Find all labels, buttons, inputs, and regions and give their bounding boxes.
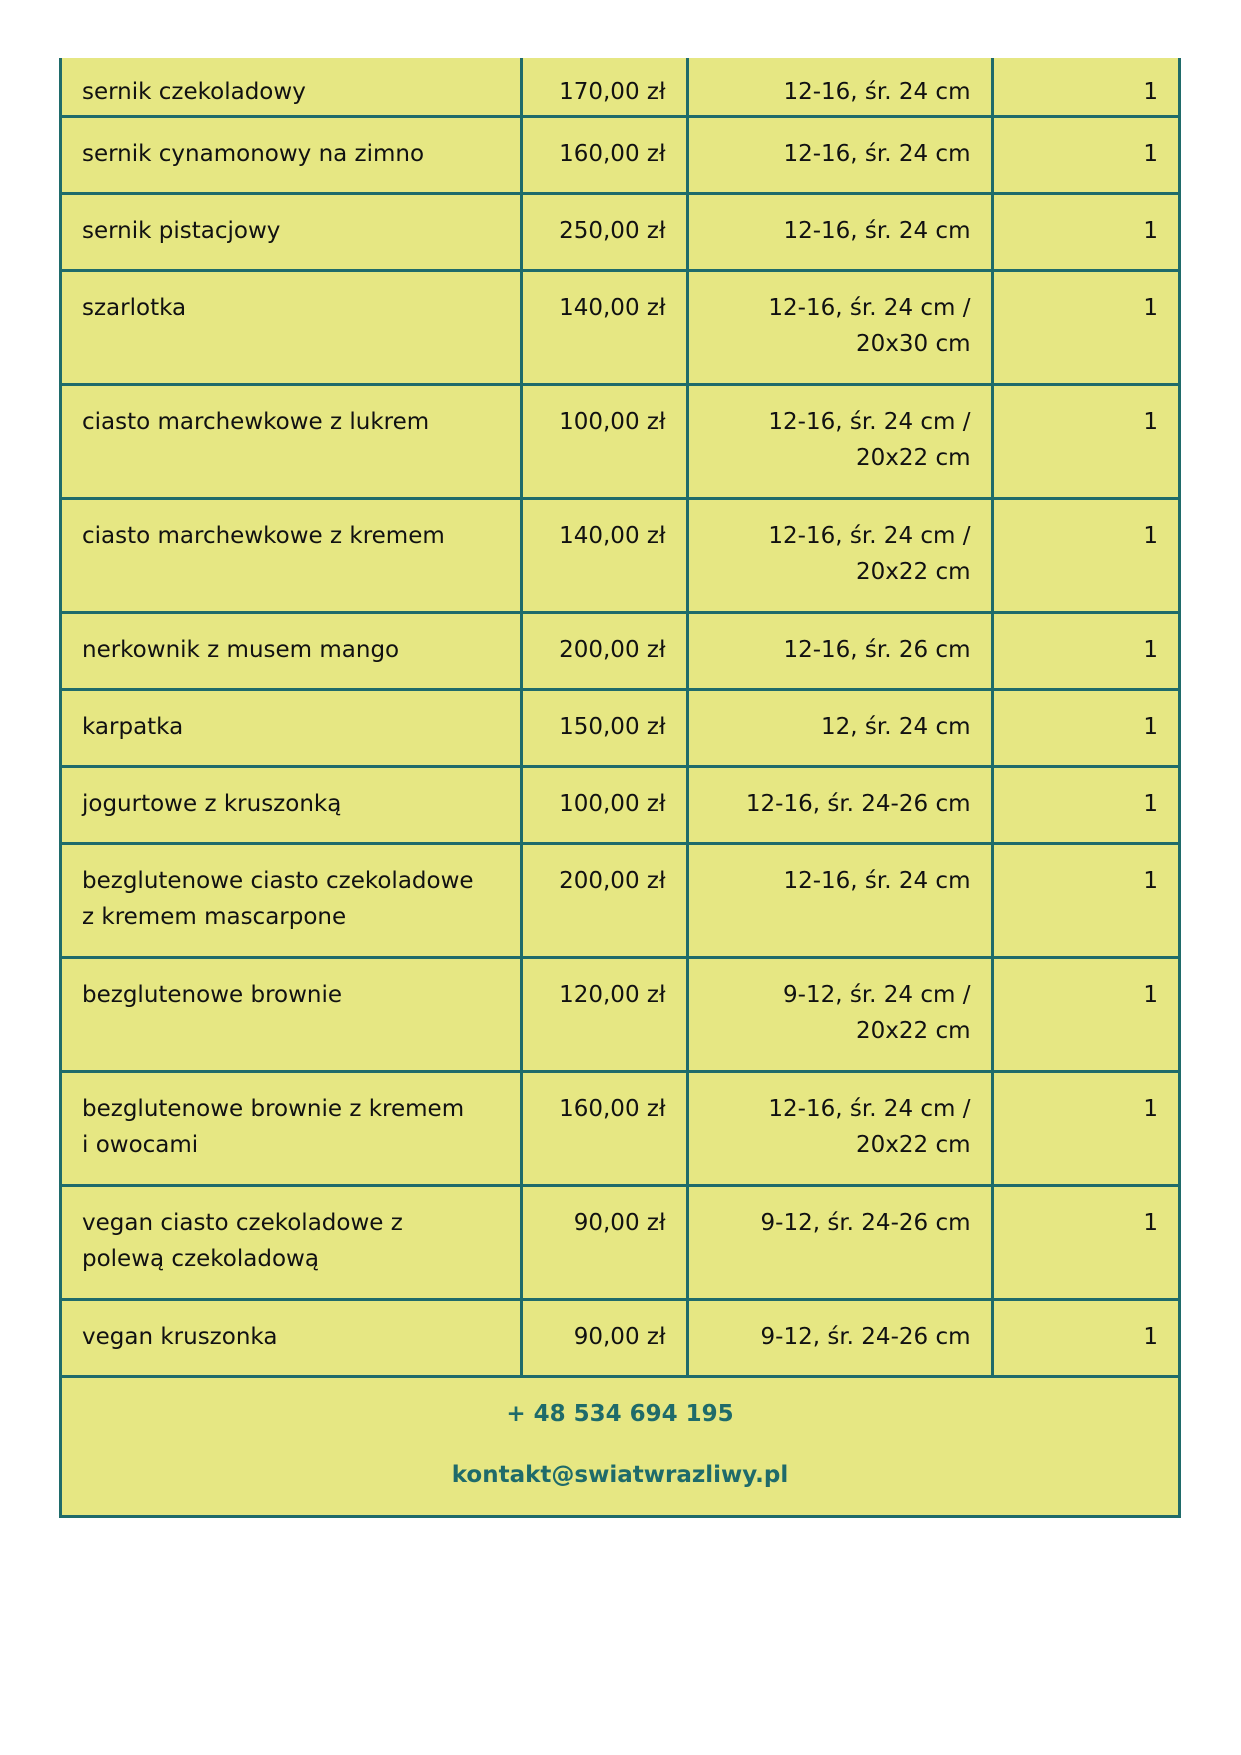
cake-size-line: 12-16, śr. 24 cm xyxy=(783,217,971,244)
cake-name-line: sernik czekoladowy xyxy=(82,79,306,105)
cake-quantity: 1 xyxy=(992,766,1178,843)
cake-size-line: 20x22 cm xyxy=(855,1017,971,1044)
cake-size-line: 12-16, śr. 24 cm / xyxy=(768,1095,971,1122)
cake-price: 160,00 zł xyxy=(521,1071,687,1185)
table-row xyxy=(62,116,1178,193)
price-table-body xyxy=(62,58,1178,1376)
cake-size-line: 12-16, śr. 24 cm / xyxy=(768,522,971,549)
cake-price: 200,00 zł xyxy=(521,612,687,689)
cake-quantity: 1 xyxy=(992,1071,1178,1185)
cake-size-line: 9-12, śr. 24 cm / xyxy=(783,981,971,1008)
cake-quantity: 1 xyxy=(992,193,1178,270)
table-row xyxy=(62,498,1178,612)
table-row xyxy=(62,766,1178,843)
cake-size xyxy=(687,270,992,384)
cake-price: 170,00 zł xyxy=(521,58,687,116)
phone-number[interactable]: + 48 534 694 195 xyxy=(506,1400,734,1427)
contact-block xyxy=(62,1378,1178,1515)
cake-name-line: polewą czekoladową xyxy=(82,1245,319,1272)
cake-price: 90,00 zł xyxy=(521,1185,687,1299)
price-list-sheet xyxy=(59,58,1181,1518)
cake-name xyxy=(62,384,521,498)
cake-size xyxy=(687,612,992,689)
cake-price: 100,00 zł xyxy=(521,384,687,498)
table-row xyxy=(62,1299,1178,1376)
cake-price: 120,00 zł xyxy=(521,957,687,1071)
cake-size-line: 20x22 cm xyxy=(855,558,971,585)
cake-size xyxy=(687,193,992,270)
cake-price: 100,00 zł xyxy=(521,766,687,843)
cake-size-line: 12-16, śr. 24-26 cm xyxy=(745,790,971,817)
cake-size-line: 20x30 cm xyxy=(855,330,971,357)
cake-name-line: i owocami xyxy=(82,1131,199,1158)
cake-price: 200,00 zł xyxy=(521,843,687,957)
cake-size-line: 12-16, śr. 26 cm xyxy=(783,636,971,663)
cake-size-line: 12-16, śr. 24 cm xyxy=(783,140,971,167)
cake-name-line: bezglutenowe brownie xyxy=(82,981,343,1008)
cake-name xyxy=(62,843,521,957)
cake-size-line: 12-16, śr. 24 cm xyxy=(783,867,971,894)
table-row xyxy=(62,957,1178,1071)
cake-name-line: z kremem mascarpone xyxy=(82,903,347,930)
cake-name xyxy=(62,116,521,193)
cake-size xyxy=(687,58,992,116)
cake-quantity: 1 xyxy=(992,498,1178,612)
cake-name-line: vegan kruszonka xyxy=(82,1323,278,1350)
table-row xyxy=(62,1185,1178,1299)
cake-name xyxy=(62,1299,521,1376)
table-row xyxy=(62,612,1178,689)
cake-size-line: 12-16, śr. 24 cm xyxy=(783,79,971,105)
table-row xyxy=(62,58,1178,116)
cake-name-line: karpatka xyxy=(82,713,184,740)
table-row xyxy=(62,689,1178,766)
cake-name xyxy=(62,957,521,1071)
table-row xyxy=(62,1071,1178,1185)
cake-name-line: szarlotka xyxy=(82,294,187,321)
cake-quantity: 1 xyxy=(992,270,1178,384)
cake-price: 90,00 zł xyxy=(521,1299,687,1376)
email-address[interactable]: kontakt@swiatwrazliwy.pl xyxy=(451,1461,789,1488)
cake-name-line: ciasto marchewkowe z kremem xyxy=(82,522,445,549)
cake-size-line: 20x22 cm xyxy=(855,444,971,471)
price-table xyxy=(62,58,1178,1378)
cake-price: 150,00 zł xyxy=(521,689,687,766)
cake-name xyxy=(62,766,521,843)
table-row xyxy=(62,270,1178,384)
cake-size-line: 9-12, śr. 24-26 cm xyxy=(760,1209,971,1236)
cake-size-line: 12, śr. 24 cm xyxy=(821,713,971,740)
cake-quantity: 1 xyxy=(992,1185,1178,1299)
cake-quantity: 1 xyxy=(992,612,1178,689)
cake-quantity: 1 xyxy=(992,689,1178,766)
cake-quantity: 1 xyxy=(992,116,1178,193)
cake-size-line: 12-16, śr. 24 cm / xyxy=(768,294,971,321)
cake-name xyxy=(62,498,521,612)
cake-name xyxy=(62,612,521,689)
cake-quantity: 1 xyxy=(992,843,1178,957)
cake-size-line: 9-12, śr. 24-26 cm xyxy=(760,1323,971,1350)
cake-name xyxy=(62,270,521,384)
cake-price: 250,00 zł xyxy=(521,193,687,270)
cake-size-line: 20x22 cm xyxy=(855,1131,971,1158)
table-row xyxy=(62,193,1178,270)
cake-name-line: ciasto marchewkowe z lukrem xyxy=(82,408,430,435)
cake-size xyxy=(687,843,992,957)
cake-name xyxy=(62,689,521,766)
cake-size xyxy=(687,1299,992,1376)
cake-quantity: 1 xyxy=(992,384,1178,498)
cake-name-line: vegan ciasto czekoladowe z xyxy=(82,1209,403,1236)
cake-name-line: sernik cynamonowy na zimno xyxy=(82,140,425,167)
cake-name-line: bezglutenowe ciasto czekoladowe xyxy=(82,867,474,894)
cake-size xyxy=(687,384,992,498)
cake-size-line: 12-16, śr. 24 cm / xyxy=(768,408,971,435)
cake-price: 160,00 zł xyxy=(521,116,687,193)
cake-price: 140,00 zł xyxy=(521,498,687,612)
cake-size xyxy=(687,1071,992,1185)
cake-name xyxy=(62,1071,521,1185)
cake-quantity: 1 xyxy=(992,1299,1178,1376)
cake-size xyxy=(687,116,992,193)
cake-name-line: nerkownik z musem mango xyxy=(82,636,400,663)
cake-quantity: 1 xyxy=(992,58,1178,116)
cake-size xyxy=(687,1185,992,1299)
cake-quantity: 1 xyxy=(992,957,1178,1071)
cake-price: 140,00 zł xyxy=(521,270,687,384)
cake-size xyxy=(687,766,992,843)
table-row xyxy=(62,384,1178,498)
cake-size xyxy=(687,498,992,612)
cake-name xyxy=(62,1185,521,1299)
cake-name xyxy=(62,58,521,116)
cake-size xyxy=(687,957,992,1071)
cake-name-line: sernik pistacjowy xyxy=(82,217,281,244)
cake-size xyxy=(687,689,992,766)
cake-name-line: bezglutenowe brownie z kremem xyxy=(82,1095,465,1122)
cake-name-line: jogurtowe z kruszonką xyxy=(82,790,342,817)
cake-name xyxy=(62,193,521,270)
table-row xyxy=(62,843,1178,957)
